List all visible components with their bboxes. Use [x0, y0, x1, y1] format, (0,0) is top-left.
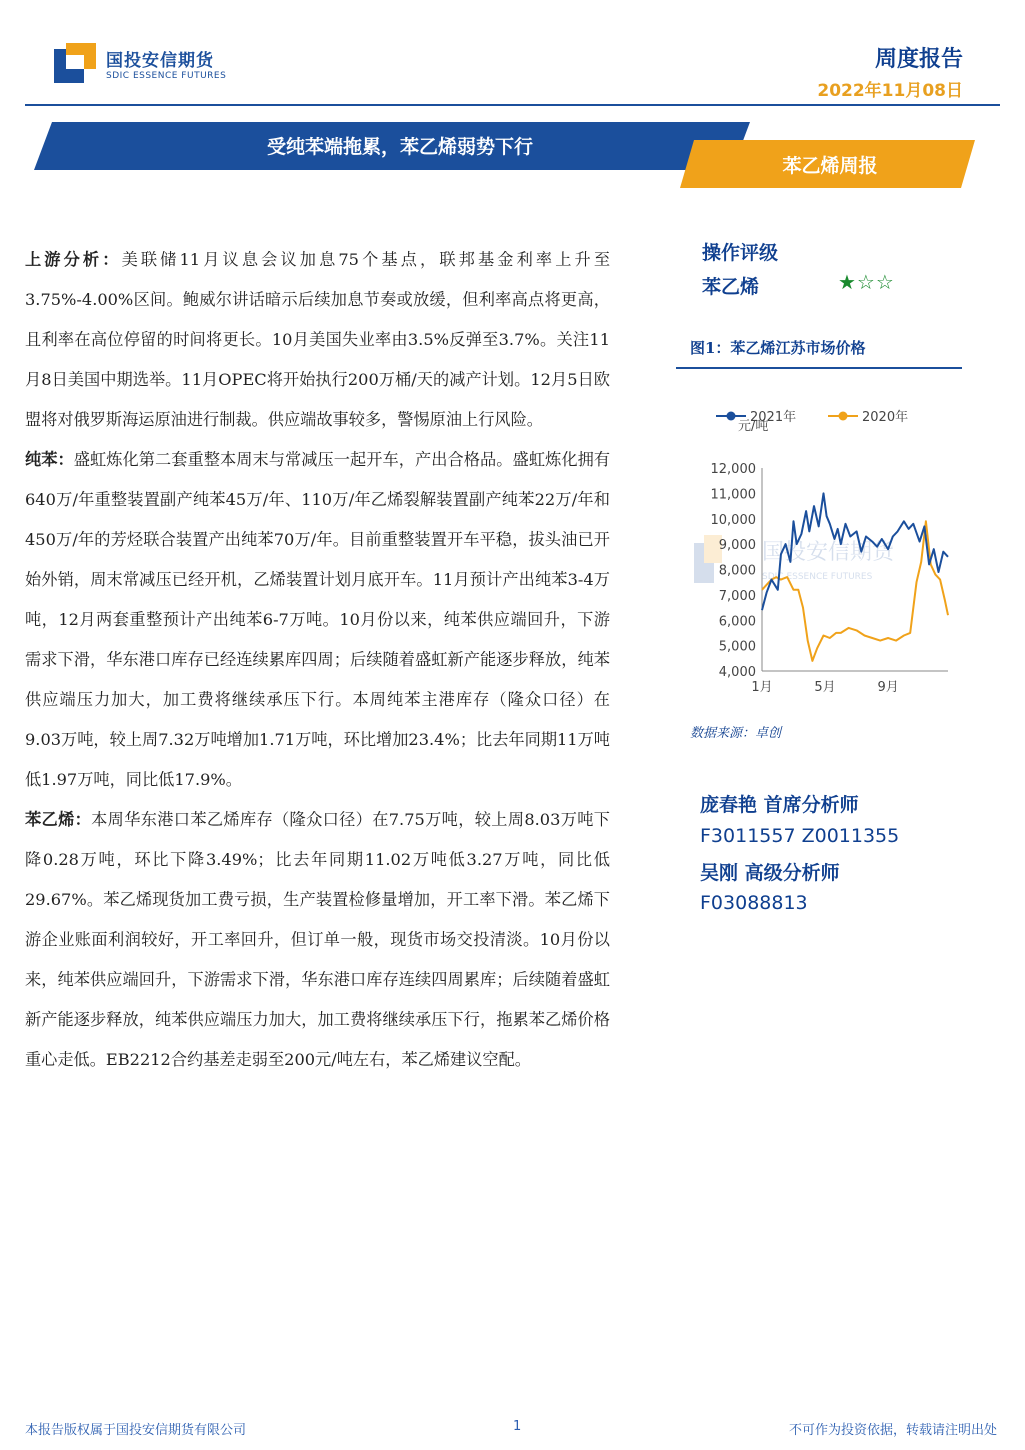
x-tick-label: 9月: [877, 680, 899, 695]
rating-product: 苯乙烯: [702, 276, 760, 298]
paragraph-lead: 上游分析：: [25, 250, 122, 269]
page-number: 1: [513, 1419, 522, 1434]
report-type: 周度报告: [874, 47, 963, 72]
paragraph-lead: 苯乙烯：: [25, 810, 92, 829]
y-tick-label: 5,000: [718, 639, 756, 655]
footer-copyright: 本报告版权属于国投安信期货有限公司: [25, 1423, 247, 1438]
x-axis: [751, 671, 948, 695]
report-title: 受纯苯端拖累，苯乙烯弱势下行: [266, 136, 533, 158]
y-tick-label: 11,000: [710, 487, 756, 503]
figure-title: 图1：苯乙烯江苏市场价格: [690, 339, 866, 357]
analyst-name-1: 庞春艳 首席分析师: [700, 794, 859, 816]
paragraph-text: 盛虹炼化第二套重整本周末与常减压一起开车，产出合格品。盛虹炼化拥有640万/年重整装置副产纯苯45万/年、110万/年乙烯裂解装置副产纯苯22万/年和 450万/年的芳烃联合装置产出纯苯70万/年。目前重整装置开车平稳，拔头油已开始外销，周末常减压已经开机，乙烯装置计划月底开车。11月预计产出纯苯3-4万吨，12月两套重整预计产出纯苯6-7万吨。10月份以来，纯苯供应端回升，下游需求下滑，华东港口库存已经连续累库四周；后续随着盛虹新产能逐步释放，纯苯供应端压力加大，加工费将继续承压下行。本周纯苯主港库存（隆众口径）在9.03万吨，较上周7.32万吨增加1.71万吨，环比增加23.4%；比去年同期11万吨低1.97万吨，同比低17.9%。: [25, 450, 611, 789]
header-divider: [25, 104, 1000, 106]
report-date: 2022年11月08日: [817, 81, 963, 101]
footer-disclaimer: 不可作为投资依据，转载请注明出处: [788, 1423, 997, 1438]
legend-label-2021: 2021年: [750, 410, 797, 425]
y-tick-label: 12,000: [710, 462, 756, 477]
report-subtitle: 苯乙烯周报: [782, 155, 878, 177]
x-tick-label: 1月: [751, 680, 773, 695]
analyst-license-1: F3011557 Z0011355: [700, 825, 900, 847]
paragraph-benzene: [25, 440, 610, 800]
paragraph-lead: 纯苯：: [25, 450, 74, 469]
price-chart: [676, 395, 966, 705]
paragraph-text: 美联储11月议息会议加息75个基点，联邦基金利率上升至3.75%-4.00%区间。鲍威尔讲话暗示后续加息节奏或放缓，但利率高点将更高，且利率在高位停留的时间将更长。10月美国失业率由3.5%反弹至3.7%。关注11月8日美国中期选举。11月OPEC将开始执行200万桶/天的减产计划。12月5日欧盟将对俄罗斯海运原油进行制裁。供应端故事较多，警惕原油上行风险。: [25, 250, 611, 429]
logo-text-en: SDIC ESSENCE FUTURES: [106, 71, 227, 81]
legend-label-2020: 2020年: [862, 410, 909, 425]
paragraph-styrene: [25, 800, 610, 1080]
y-tick-label: 7,000: [718, 588, 756, 604]
data-source: 数据来源：卓创: [690, 726, 782, 741]
y-tick-label: 9,000: [718, 538, 756, 554]
y-tick-label: 8,000: [718, 563, 756, 579]
paragraph-text: 本周华东港口苯乙烯库存（隆众口径）在7.75万吨，较上周8.03万吨下降0.28万吨，环比下降3.49%；比去年同期11.02万吨低3.27万吨，同比低29.67%。苯乙烯现货加工费亏损，生产装置检修量增加，开工率下滑。苯乙烯下游企业账面利润较好，开工率回升，但订单一般，现货市场交投清淡。10月份以来，纯苯供应端回升，下游需求下滑，华东港口库存连续四周累库；后续随着盛虹新产能逐步释放，纯苯供应端压力加大，加工费将继续承压下行，拖累苯乙烯价格重心走低。EB2212合约基差走弱至200元/吨左右，苯乙烯建议空配。: [25, 810, 610, 1069]
y-axis-unit: 元/吨: [738, 419, 769, 434]
x-tick-label: 5月: [814, 680, 836, 695]
paragraph-upstream: [25, 240, 610, 440]
y-tick-label: 10,000: [710, 512, 756, 528]
rating-stars-icon: ★☆☆: [838, 270, 895, 294]
y-tick-label: 6,000: [718, 614, 756, 630]
analyst-name-2: 吴刚 高级分析师: [700, 862, 840, 884]
company-logo-icon: [54, 43, 96, 83]
rating-title: 操作评级: [702, 242, 779, 264]
logo-text-cn: 国投安信期货: [106, 51, 214, 71]
analyst-license-2: F03088813: [700, 892, 808, 914]
figure-divider: [676, 367, 962, 369]
watermark-text-en: SDIC ESSENCE FUTURES: [762, 572, 873, 582]
report-body: [25, 240, 610, 1080]
y-tick-label: 4,000: [718, 665, 756, 680]
watermark-text: 国投安信期货: [762, 540, 895, 565]
y-axis: [711, 462, 763, 680]
